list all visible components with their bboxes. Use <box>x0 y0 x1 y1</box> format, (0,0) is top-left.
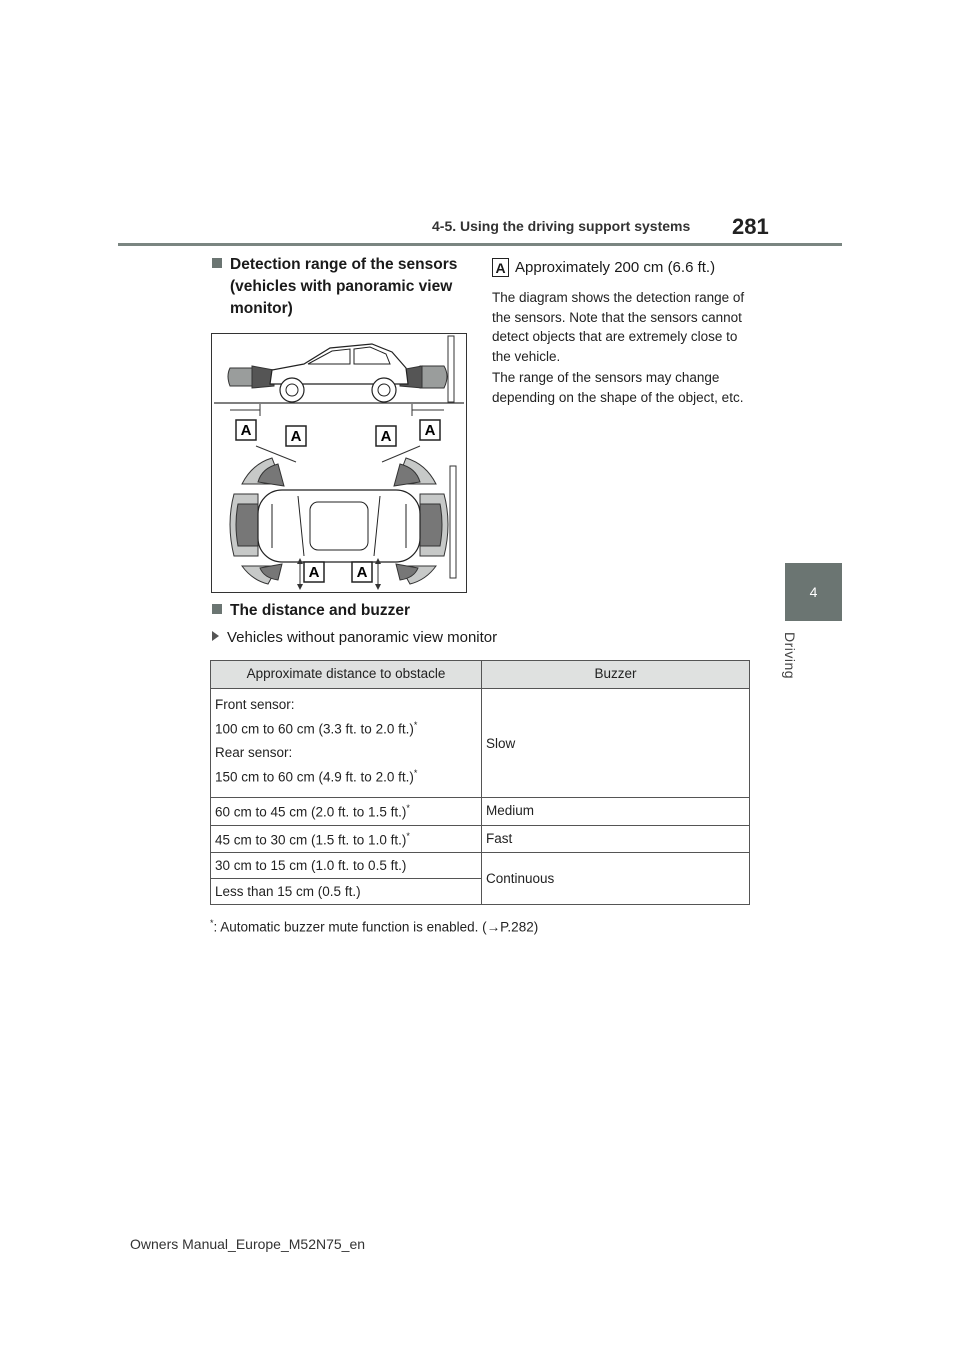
rear-sensor-range-line <box>215 768 477 785</box>
legend-text: Approximately 200 cm (6.6 ft.) <box>515 259 716 276</box>
side-view <box>214 336 464 416</box>
section-heading-detection-range <box>212 254 490 320</box>
sub-bullet-text: Vehicles without panoramic view monitor <box>227 629 498 646</box>
front-sensor-range: 100 cm to 60 cm (3.3 ft. to 2.0 ft.) <box>215 721 414 737</box>
paragraph-range-note: The range of the sensors may change depending on the shape of the object, etc. <box>492 370 744 405</box>
detection-diagram-svg <box>212 334 466 592</box>
table-row <box>211 689 750 798</box>
legend-letter-box: A <box>492 258 509 277</box>
legend-a <box>492 258 715 277</box>
buzzer-table <box>210 660 750 905</box>
table-header-row <box>211 661 750 689</box>
heading-text: The distance and buzzer <box>230 602 411 619</box>
table-cell-buzzer: Continuous <box>482 853 750 905</box>
callout-a-1: A <box>240 422 252 439</box>
chapter-label: Driving <box>782 632 798 680</box>
asterisk: * <box>406 830 410 841</box>
square-bullet-icon <box>212 604 222 614</box>
footnote-ref-link[interactable]: P.282) <box>500 919 539 935</box>
callout-a-2: A <box>290 428 302 445</box>
table-row <box>211 853 750 879</box>
front-sensor-range-line <box>215 720 477 737</box>
sub-bullet <box>212 629 497 646</box>
footnote <box>210 918 538 935</box>
rear-sensor-label: Rear sensor: <box>215 744 293 760</box>
heading-text: Detection range of the sensors (vehicles with panoramic view monitor) <box>230 256 458 317</box>
arrow-icon: → <box>486 919 501 935</box>
table-cell-distance <box>211 825 482 853</box>
table-row <box>211 798 750 826</box>
distance-text: 45 cm to 30 cm (1.5 ft. to 1.0 ft.) <box>215 832 407 847</box>
rear-sensor-range: 150 cm to 60 cm (4.9 ft. to 2.0 ft.) <box>215 769 414 784</box>
callout-a-3: A <box>380 428 392 445</box>
callouts-top <box>236 420 440 462</box>
paragraph-diagram-note: The diagram shows the detection range of the sensors. Note that the sensors cannot detect objects that are extremely close to the vehicle. <box>492 290 745 364</box>
callout-a-4: A <box>424 422 436 439</box>
section-title: 4-5. Using the driving support systems <box>432 218 691 234</box>
chapter-tab: 4 <box>785 563 842 621</box>
footnote-text: : Automatic buzzer mute function is enabled. ( <box>213 919 487 935</box>
table-cell-distance <box>211 798 482 826</box>
footnote-marker: * <box>210 918 214 928</box>
table-cell-distance <box>211 689 482 798</box>
table-cell-distance: 30 cm to 15 cm (1.0 ft. to 0.5 ft.) <box>211 853 482 879</box>
square-bullet-icon <box>212 258 222 268</box>
page-number: 281 <box>732 214 769 239</box>
table-cell-distance: Less than 15 cm (0.5 ft.) <box>211 879 482 905</box>
table-header-buzzer: Buzzer <box>482 661 750 689</box>
asterisk: * <box>413 767 418 778</box>
asterisk: * <box>413 720 418 730</box>
sensor-detection-diagram <box>211 333 467 593</box>
table-cell-buzzer: Fast <box>482 825 750 853</box>
table-header-distance: Approximate distance to obstacle <box>211 661 482 689</box>
callouts-bottom <box>304 562 372 582</box>
table-row <box>211 825 750 853</box>
distance-text: 60 cm to 45 cm (2.0 ft. to 1.5 ft.) <box>215 804 407 820</box>
table-cell-buzzer: Slow <box>482 689 750 798</box>
top-view <box>230 458 456 590</box>
callout-a-6: A <box>356 564 368 581</box>
callout-a-5: A <box>308 564 320 581</box>
section-heading-distance-buzzer <box>212 600 410 622</box>
front-sensor-label: Front sensor: <box>215 697 295 712</box>
asterisk: * <box>406 803 410 813</box>
footer-text: Owners Manual_Europe_M52N75_en <box>130 1236 366 1252</box>
header-rule <box>118 243 842 246</box>
table-cell-buzzer: Medium <box>482 798 750 826</box>
triangle-bullet-icon <box>212 631 219 641</box>
